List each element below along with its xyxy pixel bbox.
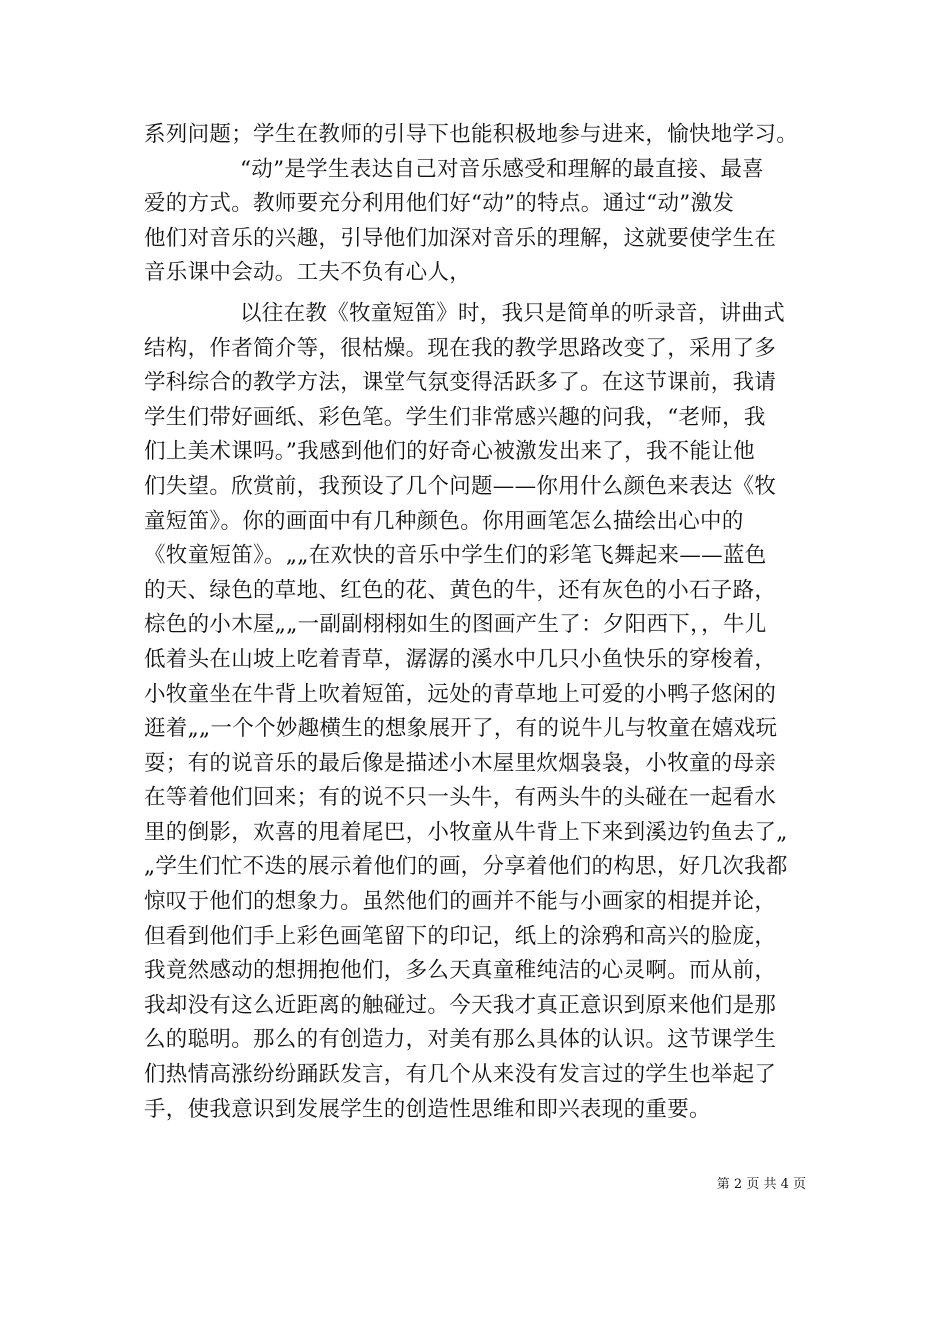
body-text: [144, 118, 808, 1127]
text-line: 们热情高涨纷纷踊跃发言，有几个从来没有发言过的学生也举起了: [144, 1062, 777, 1088]
text-line: 我却没有这么近距离的触碰过。今天我才真正意识到原来他们是那: [144, 992, 777, 1018]
text-line: 小牧童坐在牛背上吹着短笛，远处的青草地上可爱的小鸭子悠闲的: [144, 681, 777, 707]
text-line: 童短笛》。你的画面中有几种颜色。你用画笔怎么描绘出心中的: [144, 508, 744, 534]
text-line: 逛着„„一个个妙趣横生的想象展开了，有的说牛儿与牧童在嬉戏玩: [144, 716, 778, 742]
text-line: „学生们忙不迭的展示着他们的画，分享着他们的构思，好几次我都: [144, 854, 788, 880]
text-line: 音乐课中会动。工夫不负有心人，: [144, 260, 472, 286]
page-number-footer: 第 2 页 共 4 页: [716, 1177, 806, 1192]
text-line: 耍；有的说音乐的最后像是描述小木屋里炊烟袅袅，小牧童的母亲: [144, 750, 777, 776]
text-line: 里的倒影，欢喜的甩着尾巴，小牧童从牛背上下来到溪边钓鱼去了„: [144, 819, 788, 845]
text-line: 手，使我意识到发展学生的创造性思维和即兴表现的重要。: [144, 1096, 711, 1122]
text-line: 么的聪明。那么的有创造力，对美有那么具体的认识。这节课学生: [144, 1027, 777, 1053]
text-line: 学生们带好画纸、彩色笔。学生们非常感兴趣的问我，“老师，我: [144, 404, 766, 430]
paragraph-start-line: 以往在教《牧童短笛》时，我只是简单的听录音，讲曲式: [240, 300, 786, 326]
text-line: 学科综合的教学方法，课堂气氛变得活跃多了。在这节课前，我请: [144, 370, 777, 396]
text-line: 棕色的小木屋„„一副副栩栩如生的图画产生了：夕阳西下，，牛儿: [144, 612, 767, 638]
text-line: 惊叹于他们的想象力。虽然他们的画并不能与小画家的相提并论，: [144, 889, 777, 915]
text-line: 我竟然感动的想拥抱他们，多么天真童稚纯洁的心灵啊。而从前，: [144, 958, 777, 984]
text-line: 《牧童短笛》。„„在欢快的音乐中学生们的彩笔飞舞起来——蓝色: [144, 543, 767, 569]
text-line: 系列问题；学生在教师的引导下也能积极地参与进来，愉快地学习。: [144, 122, 799, 147]
text-line: 爱的方式。教师要充分利用他们好“动”的特点。通过“动”激发: [144, 191, 735, 217]
text-line: 低着头在山坡上吃着青草，潺潺的溪水中几只小鱼快乐的穿梭着，: [144, 646, 777, 672]
text-line: 们失望。欣赏前，我预设了几个问题——你用什么颜色来表达《牧: [144, 473, 777, 499]
paragraph-start-line: “动”是学生表达自己对音乐感受和理解的最直接、最喜: [240, 156, 764, 182]
text-line: 结构，作者简介等，很枯燥。现在我的教学思路改变了，采用了多: [144, 335, 777, 361]
text-line: 们上美术课吗。”我感到他们的好奇心被激发出来了，我不能让他: [144, 439, 755, 465]
text-line: 但看到他们手上彩色画笔留下的印记，纸上的涂鸦和高兴的脸庞，: [144, 923, 777, 949]
text-line: 在等着他们回来；有的说不只一头牛，有两头牛的头碰在一起看水: [144, 785, 777, 811]
text-line: 他们对音乐的兴趣，引导他们加深对音乐的理解，这就要使学生在: [144, 225, 777, 251]
text-line: 的天、绿色的草地、红色的花、黄色的牛，还有灰色的小石子路，: [144, 577, 777, 603]
